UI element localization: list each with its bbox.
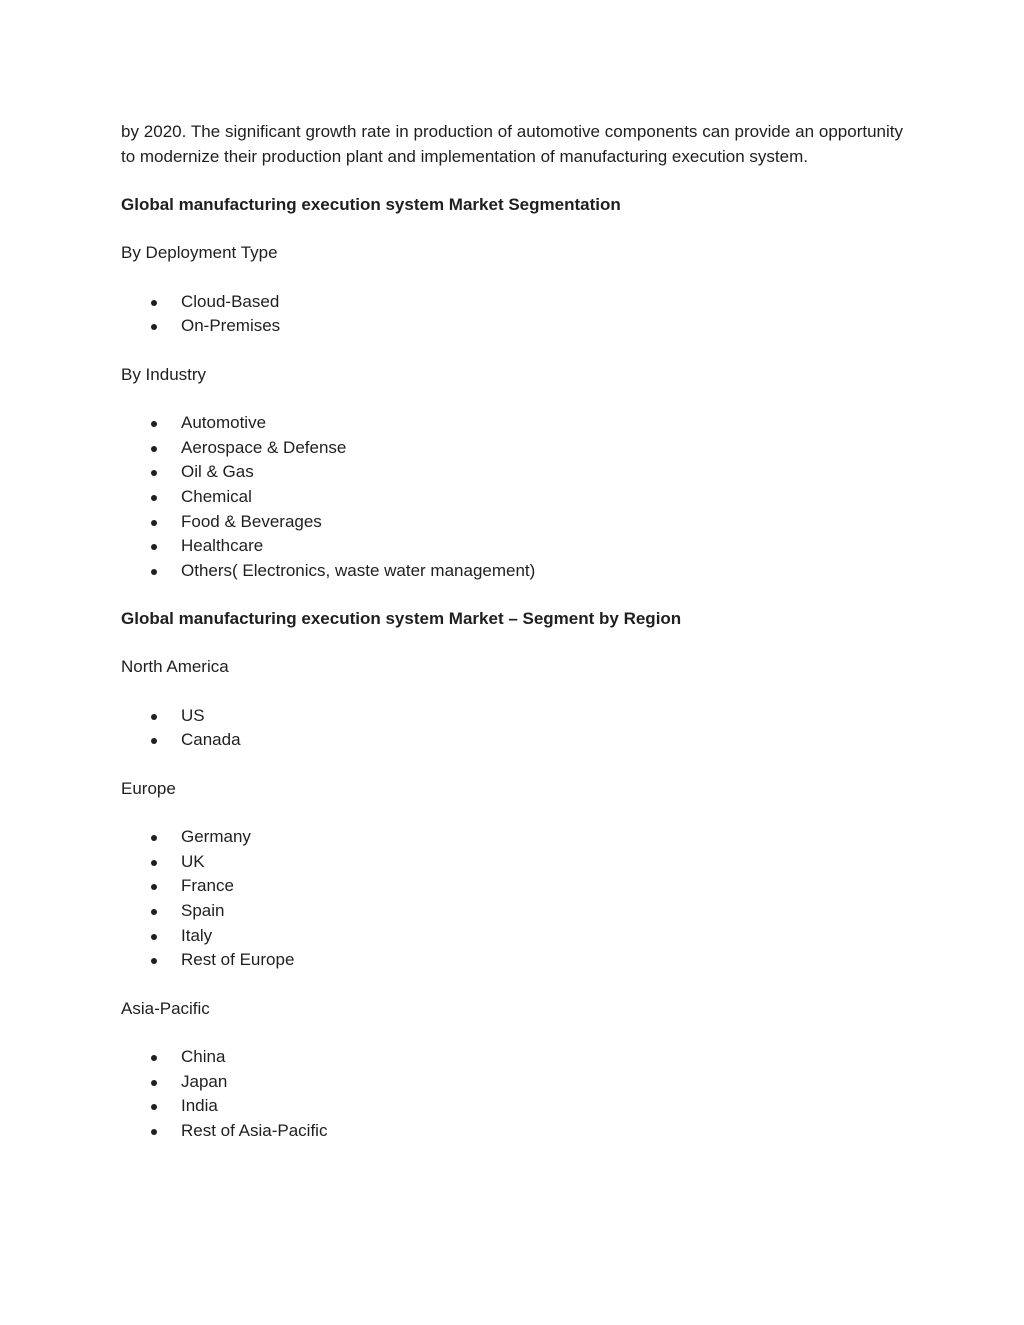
list-item-label: Rest of Asia-Pacific xyxy=(181,1120,328,1140)
list-item xyxy=(121,874,903,899)
bullet-icon xyxy=(151,1055,157,1061)
list-item xyxy=(121,290,903,315)
list-item xyxy=(121,411,903,436)
bullet-icon xyxy=(151,934,157,940)
list-item-label: Automotive xyxy=(181,413,267,433)
segmentation-heading: Global manufacturing execution system Market Segmentation xyxy=(121,194,621,214)
list-item xyxy=(121,460,903,485)
list-item-label: China xyxy=(181,1047,226,1066)
list-item-label: France xyxy=(181,876,234,896)
region-heading: Global manufacturing execution system Market – Segment by Region xyxy=(121,609,682,629)
bullet-icon xyxy=(151,909,157,915)
list-item-label: Canada xyxy=(181,730,241,750)
list-item xyxy=(121,948,903,973)
bullet-icon xyxy=(151,835,157,841)
bullet-icon xyxy=(151,324,157,330)
list-item xyxy=(121,899,903,924)
list-item xyxy=(121,850,903,875)
list-item-label: Others( Electronics, waste water management) xyxy=(181,560,536,580)
bullet-icon xyxy=(151,860,157,866)
bullet-icon xyxy=(151,1080,157,1086)
list-item xyxy=(121,436,903,461)
north-america-list xyxy=(121,704,903,753)
list-item-label: On-Premises xyxy=(181,316,281,336)
list-item-label: Healthcare xyxy=(181,536,264,556)
bullet-icon xyxy=(151,569,157,575)
list-item xyxy=(121,1119,903,1144)
bullet-icon xyxy=(151,1104,157,1110)
bullet-icon xyxy=(151,958,157,964)
list-item xyxy=(121,1045,903,1070)
list-item-label: Cloud-Based xyxy=(181,291,280,311)
industry-list xyxy=(121,411,903,583)
industry-label: By Industry xyxy=(121,364,207,384)
europe-label: Europe xyxy=(121,778,176,798)
bullet-icon xyxy=(151,738,157,744)
list-item xyxy=(121,485,903,510)
list-item-label: Germany xyxy=(181,827,251,847)
list-item xyxy=(121,924,903,949)
bullet-icon xyxy=(151,520,157,526)
document-page xyxy=(121,120,903,1167)
bullet-icon xyxy=(151,544,157,550)
intro-paragraph: by 2020. The significant growth rate in production of automotive components can provide an opportunity to modernize their production plant and implementation of manufacturing execution system. xyxy=(121,122,903,166)
deployment-type-list xyxy=(121,290,903,339)
list-item xyxy=(121,314,903,339)
bullet-icon xyxy=(151,446,157,452)
north-america-label: North America xyxy=(121,657,229,677)
list-item-label: US xyxy=(181,705,205,725)
list-item-label: Japan xyxy=(181,1071,228,1091)
asia-pacific-label: Asia-Pacific xyxy=(121,998,210,1018)
bullet-icon xyxy=(151,884,157,890)
list-item-label: Aerospace & Defense xyxy=(181,437,347,457)
list-item xyxy=(121,1070,903,1095)
deployment-type-label: By Deployment Type xyxy=(121,243,278,263)
list-item xyxy=(121,728,903,753)
bullet-icon xyxy=(151,495,157,501)
list-item-label: UK xyxy=(181,851,205,871)
bullet-icon xyxy=(151,300,157,306)
list-item xyxy=(121,534,903,559)
bullet-icon xyxy=(151,421,157,427)
list-item xyxy=(121,704,903,729)
list-item-label: India xyxy=(181,1096,218,1116)
europe-list xyxy=(121,825,903,973)
list-item-label: Oil & Gas xyxy=(181,462,254,482)
list-item xyxy=(121,1094,903,1119)
bullet-icon xyxy=(151,1129,157,1135)
bullet-icon xyxy=(151,470,157,476)
list-item-label: Rest of Europe xyxy=(181,950,295,970)
list-item xyxy=(121,825,903,850)
list-item-label: Chemical xyxy=(181,486,252,506)
asia-pacific-list xyxy=(121,1045,903,1143)
list-item-label: Spain xyxy=(181,901,225,921)
list-item-label: Food & Beverages xyxy=(181,511,322,531)
list-item-label: Italy xyxy=(181,925,213,945)
list-item xyxy=(121,559,903,584)
list-item xyxy=(121,510,903,535)
bullet-icon xyxy=(151,714,157,720)
